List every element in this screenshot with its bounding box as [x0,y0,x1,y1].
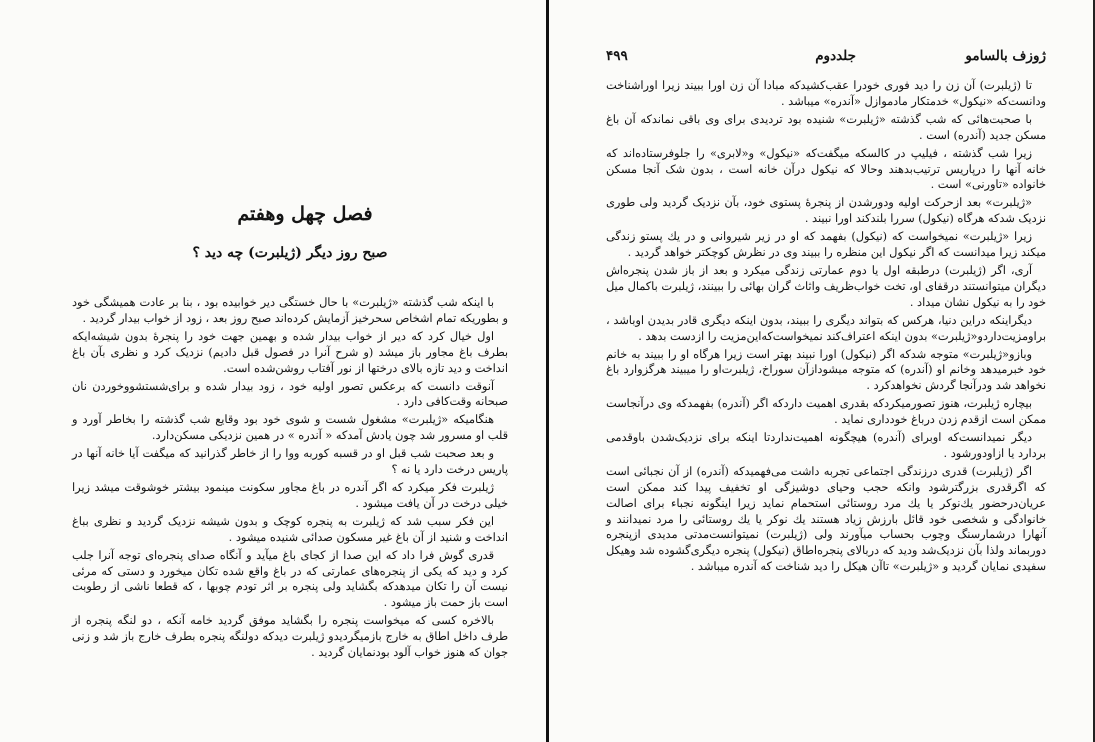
right-paragraph-5: زیرا «ژیلبرت» نمیخواست که (نیکول) بفهمد که او در زیر شیروانی و در یك پستو زندگی میکند زیرا میدانست که اگر نیکول این منظره را ببیند وی در نظرش کوچکتر خواهد گردید . [606,230,1046,260]
right-page-body [606,78,1046,577]
left-paragraph-5: و بعد صحبت شب قبل او در قسبه کوربه ووا را از خاطر گذرانید که میگفت آیا خانه آنها در پاریس درخت دارد یا نه ؟ [72,447,508,477]
left-paragraph-7: این فکر سبب شد که ژیلبرت به پنجره کوچک و بدون شیشه نزدیک گردید و نظری بباغ انداخت و شنید از آن باغ غیر مسکون صدائی شنیده میشود . [72,514,508,544]
page-number: ۴۹۹ [606,48,628,64]
right-paragraph-9: بیچاره ژیلبرت، هنوز تصورمیکردکه بقدری اهمیت داردکه اگر (آندره) بفهمدکه وی درآنجاست ممکن است ازقدم زدن درباغ خودداری نماید . [606,397,1046,427]
left-paragraph-2: اول خیال کرد که دیر از خواب بیدار شده و بهمین جهت خود را پنجرهٔ بدون شیشه‌ایکه بطرف باغ مجاور باز میشد (و شرح آنرا در فصول قبل دادیم) نزدیک کرد و نظری بآن باغ انداخت و دید تازه بالای درختها از نور آفتاب روشن‌شده است. [72,329,508,375]
chapter-title: فصل چهل وهفتم [237,203,373,225]
right-paragraph-11: اگر (ژیلبرت) قدری درزندگی اجتماعی تجربه داشت می‌فهمیدکه (آندره) از آن نجبائی است که اگرقدری بزرگترشود وانکه حجب وحیای دوشیزگی او تخفیف پیدا کند ممکن است عریان‌درحضور یك‌نوکر یا یك مرد روستائی استحمام نماید زیرا اینگونه نجباء برای اصالت خانوادگی و شخصی خود قائل بارزش زیاد هستند یك نوکر یا یك روستائی را مرد نمیدانند و آنهارا درشمارسنگ وچوب بحساب میآورند ولی (ژیلبرت) نمیتوانست‌مدتی مدیدی ازپنجره دوربماند ولذا بآن نزدیک‌شد ودید که دربالای پنجره‌اطاق (نیکول) پنجره دیگری‌گشوده شد وهیکل سفیدی نمایان گردید و «ژیلبرت» تاآن هیکل را دید شناخت که آندره میباشد . [606,464,1046,574]
left-paragraph-3: آنوقت دانست که برعکس تصور اولیه خود ، زود بیدار شده و برای‌شستشووخوردن نان صبحانه وقت‌کافی دارد . [72,379,508,409]
left-paragraph-1: با اینکه شب گذشته «ژیلبرت» با حال خستگی دیر خوابیده بود ، بنا بر عادت همیشگی خود و بطوریکه تمام اشخاص سحرخیز آزمایش کرده‌اند صبح روز بعد ، زود از خواب بیدار گردید . [72,296,508,325]
right-paragraph-4: «ژیلبرت» بعد ازحرکت اولیه ودورشدن از پنجرهٔ پستوی خود، بآن نزدیک گردید ولی طوری نزدیک شدکه هرگاه (نیکول) سررا بلندکند اورا نبیند . [606,196,1046,226]
left-paragraph-6: ژیلبرت فکر میکرد که اگر آندره در باغ مجاور سکونت مینمود بیشتر خوشوقت میشد زیرا خیلی درخت در آن یافت میشود . [72,480,508,510]
right-paragraph-1: تا (ژیلبرت) آن زن را دید فوری خودرا عقب‌کشیدکه مبادا آن زن اورا ببیند زیرا اورا‌شناخت ودانست‌که «نیکول» خدمتکار مادموازل «آندره» میباشد . [606,79,1046,108]
running-header [606,48,1046,70]
right-paragraph-3: زیرا شب گذشته ، فیلیپ در کالسکه میگفت‌که «نیکول» و«لابری» را جلوفرستاده‌اند که خانه آنها را درپاریس ترتیب‌بدهند وحالا که نیکول درآن خانه است ، بدون شک آنجا مسکن خانواده «تاورنی» است . [606,146,1046,192]
left-paragraph-4: هنگامیکه «ژیلبرت» مشغول شست و شوی خود بود وقایع شب گذشته را بخاطر آورد و قلب او مسرور شد چون یادش آمدکه « آندره » در همین نزدیکی مسکن‌دارد. [72,413,508,443]
right-paragraph-8: وبازو«ژیلبرت» متوجه شدکه اگر (نیکول) اورا نبیند بهتر است زیرا هرگاه او را ببیند به خانم خود خبرمیدهد وخانم او (آندره) که متوجه میشودازآن سوراخ، ژیلبرت‌او را میبیند هرگزوارد باغ نخواهد شد ودرآنجا گردش نخواهدکرد . [606,347,1046,393]
left-page-body [72,295,508,663]
right-paragraph-7: دیگراینکه دراین دنیا، هرکس که بتواند دیگری را ببیند، بدون اینکه دیگری قادر بدیدن اوباشد ، براومزیت‌داردو«ژیلبرت» بدون اینکه اعتراف‌کند نمیخواست‌که‌این‌مزیت را ازدست بدهد . [606,313,1046,343]
right-paragraph-2: با صحبت‌هائی که شب گذشته «ژیلبرت» شنیده بود تردیدی برای وی باقی نماندکه آن باغ مسکن جدید (آندره) است . [606,112,1046,142]
left-paragraph-8: قدری گوش فرا داد که این صدا از کجای باغ میآید و آنگاه صدای پنجره‌ای توجه آنرا جلب کرد و دید که یکی از پنجره‌های عمارتی که در باغ واقع شده تکان میخورد و دستی که مرئی نیست آن را تکان میدهدکه بگشاید ولی پنجره بر اثر تودم چوبها ، که قطعا ناشی از رطوبت است باز حمت باز میشود . [72,548,508,610]
right-paragraph-10: دیگر نمیدانست‌که اوبرای (آندره) هیچگونه اهمیت‌نداردتا اینکه برای نزدیک‌شدن باوقدمی بردارد یا ازاودورشود . [606,431,1046,460]
left-page [0,0,546,742]
section-title: صبح روز دیگر (ژیلبرت) چه دید ؟ [192,245,388,261]
running-title: ژوزف بالسامو [965,48,1046,64]
volume-label: جلددوم [815,48,856,64]
left-paragraph-9: بالاخره کسی که میخواست پنجره را بگشاید موفق گردید خامه آنکه ، دو لنگه پنجره از طرف داخل اطاق به خارج بازمیگردیدو ژیلبرت دیدکه دولنگه پنجره بطرف خارج باز شد و زنی جوان که هنوز خواب آلود بودنمایان گردید . [72,614,508,660]
right-paragraph-6: آری، اگر (ژیلبرت) درطبقه اول یا دوم عمارتی زندگی میکرد و بعد از باز شدن پنجره‌اش دیگران میتوانستند درقفای او، تخت خواب‌ظریف واثاث گران بهائی را ببینند، ژیلبرت باکمال میل خود را به نیکول نشان میداد . [606,263,1046,309]
right-page [549,0,1095,742]
